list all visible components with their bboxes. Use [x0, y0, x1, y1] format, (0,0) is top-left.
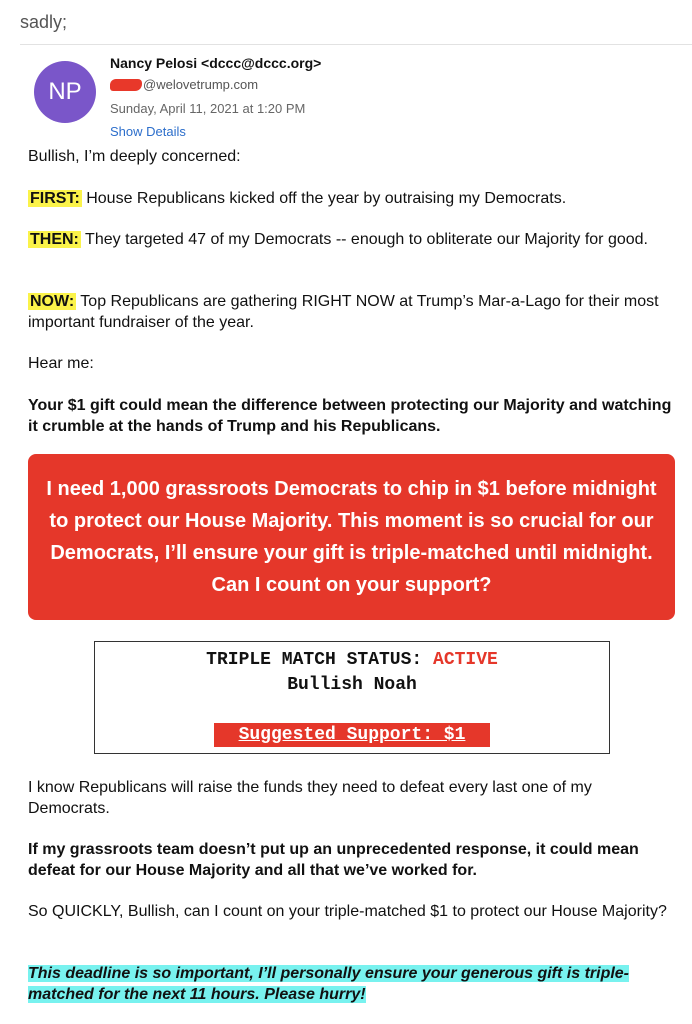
know-paragraph: I know Republicans will raise the funds they need to defeat every last one of my Democrats.: [28, 779, 592, 817]
greeting: Bullish, I’m deeply concerned:: [28, 148, 241, 165]
first-text: House Republicans kicked off the year by outraising my Democrats.: [81, 190, 567, 207]
avatar: NP: [34, 61, 96, 123]
sender[interactable]: Nancy Pelosi <dccc@dccc.org>: [110, 55, 322, 71]
quickly-paragraph: So QUICKLY, Bullish, can I count on your triple-matched $1 to protect our House Majority?: [28, 903, 667, 920]
call-to-action-text: I need 1,000 grassroots Democrats to chip in $1 before midnight to protect our House Majority. This moment is so crucial for our Democrats, I’ll ensure your gift is triple-matched until midnight. Can I count on your support?: [46, 478, 657, 596]
then-text: They targeted 47 of my Democrats -- enough to obliterate our Majority for good.: [80, 231, 648, 248]
hear-me: Hear me:: [28, 355, 94, 372]
email-date: Sunday, April 11, 2021 at 1:20 PM: [110, 101, 306, 116]
now-paragraph: [28, 291, 672, 333]
match-status-value: ACTIVE: [433, 650, 498, 670]
call-to-action-box[interactable]: [28, 454, 675, 620]
match-status-line: [95, 650, 609, 670]
redaction-mark: [110, 79, 142, 91]
then-label: THEN:: [30, 231, 79, 248]
show-details-link[interactable]: Show Details: [110, 124, 186, 139]
match-status-label: TRIPLE MATCH STATUS:: [206, 650, 434, 670]
recipient: [110, 77, 258, 92]
first-paragraph: [28, 188, 672, 209]
deadline-text: This deadline is so important, I’ll personally ensure your generous gift is triple-matched for the next 11 hours. Please hurry!: [28, 965, 630, 1003]
gift-statement: Your $1 gift could mean the difference between protecting our Majority and watching it crumble at the hands of Trump and his Republicans.: [28, 397, 672, 435]
defeat-warning: If my grassroots team doesn’t put up an unprecedented response, it could mean defeat for our House Majority and all that we’ve worked for.: [28, 841, 639, 879]
match-status-box: [94, 641, 610, 754]
now-label: NOW:: [30, 293, 75, 310]
then-paragraph: [28, 229, 672, 250]
now-text: Top Republicans are gathering RIGHT NOW at Trump’s Mar-a-Lago for their most important fundraiser of the year.: [28, 293, 659, 331]
recipient-address: @welovetrump.com: [143, 77, 259, 92]
recipient-name: Bullish Noah: [287, 675, 417, 695]
email-header: [20, 44, 692, 145]
deadline-paragraph: [28, 963, 672, 1005]
suggested-support-link[interactable]: Suggested Support: $1: [214, 723, 490, 747]
first-label: FIRST:: [30, 190, 80, 207]
caption-text: sadly;: [20, 12, 68, 32]
